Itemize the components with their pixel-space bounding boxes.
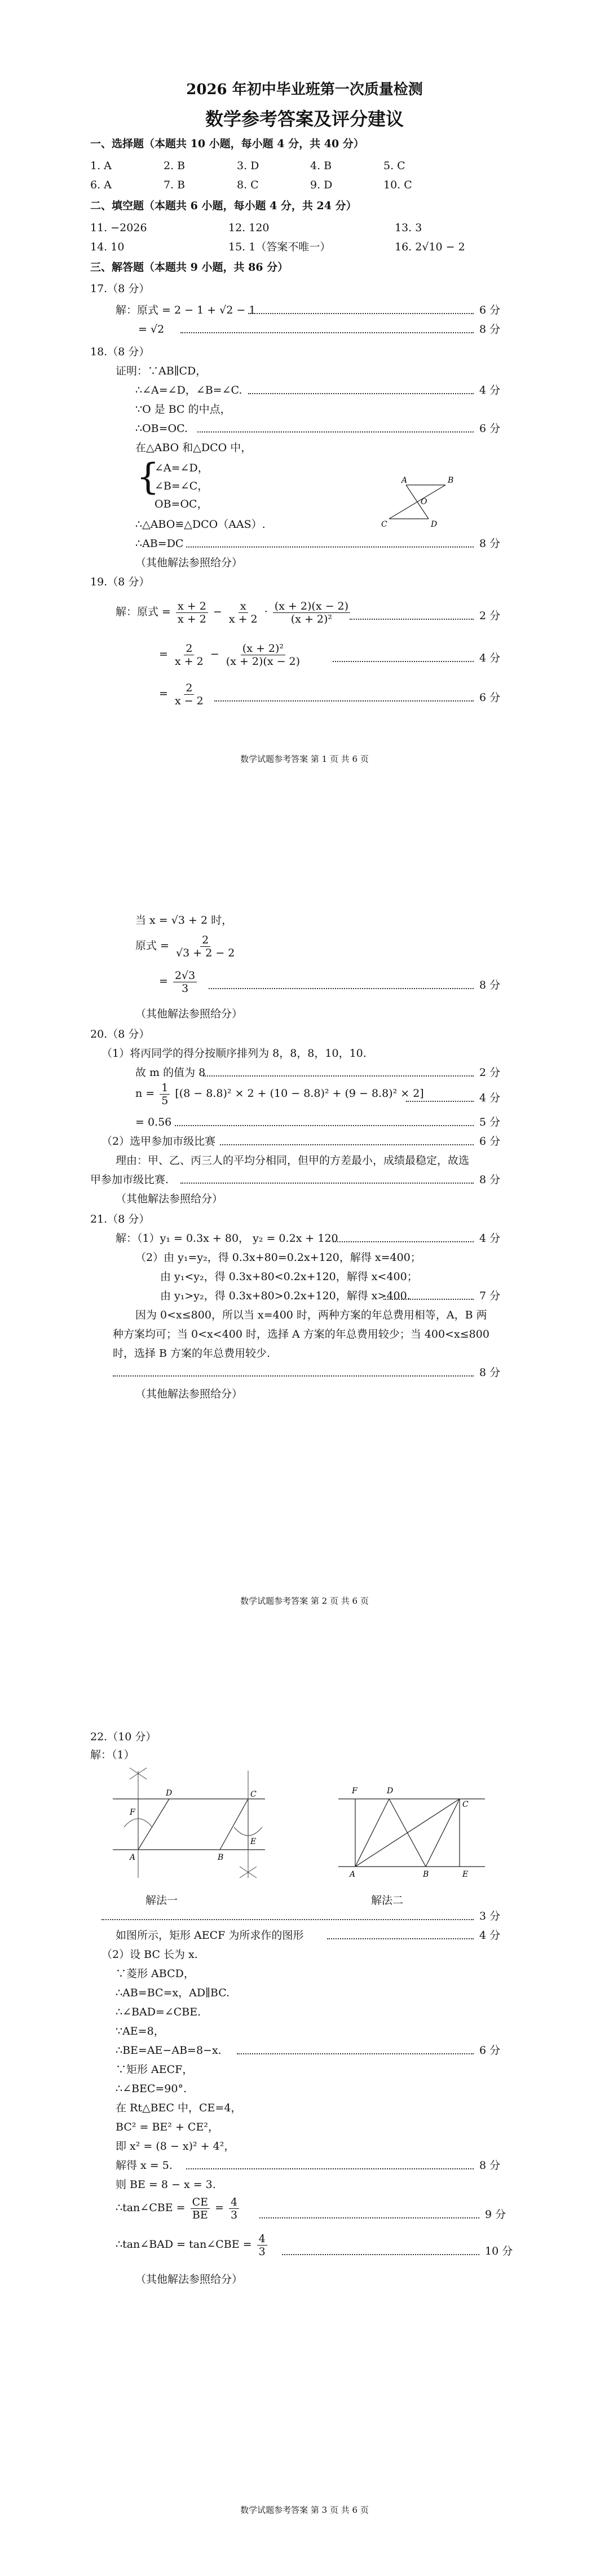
dots [333, 661, 474, 662]
point-label-a: A [130, 1853, 136, 1862]
q22-figure-method2 [333, 1776, 496, 1884]
score: 7 分 [479, 1290, 501, 1302]
score: 6 分 [479, 691, 501, 704]
answer-14: 14. 10 [90, 241, 125, 253]
fraction [257, 2233, 267, 2258]
dots [214, 700, 474, 702]
dots [248, 313, 474, 314]
minus-sign: − [213, 606, 222, 618]
q20-label: 20.（8 分） [90, 1028, 150, 1040]
answer-9: 9. D [310, 179, 333, 191]
q22-line9: ∴∠BEC=90°. [116, 2083, 187, 2095]
q22-line5: ∴∠BAD=∠CBE. [116, 2006, 201, 2018]
caption-method2: 解法二 [371, 1894, 404, 1907]
q19-line4 [135, 932, 238, 960]
q19-line3 [159, 680, 207, 708]
q20-line3 [135, 1079, 424, 1108]
dots [406, 1101, 474, 1102]
exam-title: 2026 年初中毕业班第一次质量检测 [186, 81, 423, 98]
dots [350, 619, 474, 620]
fraction [176, 600, 208, 625]
section-heading-choice: 一、选择题（本题共 10 小题，每小题 4 分，共 40 分） [90, 138, 364, 150]
q22-line2: （2）设 BC 长为 x. [102, 1948, 198, 1961]
denominator: (x + 2)(x − 2) [226, 655, 301, 668]
score: 8 分 [479, 1366, 501, 1379]
score: 10 分 [485, 2245, 513, 2257]
q22-line11: BC² = BE² + CE²， [116, 2121, 219, 2133]
times-sign: · [264, 606, 268, 618]
q20-n-pre: n = [135, 1087, 155, 1100]
q17-line2: = √2 [138, 323, 165, 336]
score: 6 分 [479, 304, 501, 316]
point-label-o: O [421, 497, 427, 506]
denominator: (x + 2)² [290, 612, 333, 625]
q19-line2 [159, 640, 303, 668]
equals-sign: = [159, 687, 168, 700]
numerator: 2√3 [173, 969, 197, 982]
answer-13: 13. 3 [395, 222, 422, 234]
dots [237, 2053, 474, 2054]
point-label-d: D [166, 1789, 173, 1798]
fraction [160, 1082, 170, 1107]
fraction [191, 2196, 210, 2221]
q19-line1 [116, 598, 352, 626]
dots [248, 393, 474, 394]
q22-figure-method1 [107, 1765, 276, 1889]
q18-line1: 证明：∵AB∥CD， [116, 365, 207, 377]
denominator: x + 2 [178, 612, 206, 625]
numerator: (x + 2)² [241, 642, 285, 655]
q19-when: 当 x = √3 + 2 时， [135, 914, 233, 927]
equals-sign: = [159, 975, 168, 987]
numerator: 2 [184, 682, 194, 695]
point-label-e: E [462, 1870, 469, 1879]
answer-11: 11. −2026 [90, 222, 147, 234]
point-label-f: F [352, 1787, 358, 1796]
point-label-e: E [250, 1837, 257, 1846]
numerator: 2 [200, 934, 210, 947]
dots [259, 2217, 479, 2218]
dots [383, 1299, 474, 1300]
dots [186, 546, 474, 548]
q18-line7: ∴AB=DC [135, 537, 184, 550]
answer-7: 7. B [164, 179, 186, 191]
q20-n-post: [(8 − 8.8)² × 2 + (10 − 8.8)² + (9 − 8.8)² × 2] [175, 1087, 424, 1100]
answer-5: 5. C [383, 160, 405, 172]
q17-label: 17.（8 分） [90, 283, 150, 295]
fraction [174, 934, 236, 959]
q21-line7: 时，选择 B 方案的年总费用较少. [113, 1347, 271, 1360]
q22-line16 [116, 2230, 269, 2259]
q18-line5: 在△ABO 和△DCO 中， [135, 442, 252, 454]
q18-line2: ∴∠A=∠D，∠B=∠C. [135, 384, 242, 396]
dots [102, 1919, 474, 1920]
denominator: √3 + 2 − 2 [176, 946, 235, 959]
numerator: 2 [184, 642, 194, 655]
q18-cond3: OB=OC， [155, 498, 208, 510]
q21-line4: 由 y₁>y₂，得 0.3x+80>0.2x+120，解得 x>400. [160, 1290, 411, 1302]
point-label-c: C [462, 1800, 469, 1809]
fraction [273, 600, 350, 625]
equals-sign: = [159, 648, 168, 660]
score: 8 分 [479, 323, 501, 336]
q19-label: 19.（8 分） [90, 576, 150, 588]
score: 6 分 [479, 422, 501, 435]
point-label-c: C [381, 520, 387, 529]
answer-10: 10. C [383, 179, 412, 191]
q22-line3: ∵菱形 ABCD， [116, 1968, 195, 1980]
equals-sign: = [215, 2202, 224, 2214]
point-label-d: D [387, 1787, 394, 1796]
q21-line1: 解：（1）y₁ = 0.3x + 80， y₂ = 0.2x + 120 [116, 1232, 338, 1245]
denominator: x − 2 [174, 694, 204, 707]
score: 6 分 [479, 2044, 501, 2057]
numerator: (x + 2)(x − 2) [273, 600, 350, 613]
denominator: 3 [182, 982, 189, 995]
q22-line10: 在 Rt△BEC 中，CE=4， [116, 2102, 242, 2114]
score: 8 分 [479, 1174, 501, 1186]
score: 6 分 [479, 1135, 501, 1148]
dots [203, 1075, 474, 1077]
fraction [224, 642, 302, 668]
answer-8: 8. C [237, 179, 259, 191]
q19-orig: 原式 = [135, 939, 169, 952]
left-brace: { [136, 456, 160, 498]
q19-pre: 解：原式 = [116, 606, 171, 618]
dots [186, 2168, 474, 2169]
denominator: 3 [231, 2208, 238, 2221]
numerator: x [239, 600, 248, 613]
score: 8 分 [479, 979, 501, 991]
q22-line4: ∴AB=BC=x，AD∥BC. [116, 1987, 230, 1999]
score: 4 分 [479, 384, 501, 396]
point-label-b: B [218, 1853, 224, 1862]
dots [327, 1938, 474, 1939]
q20-line1: （1）将丙同学的得分按顺序排列为 8，8，8，10，10. [102, 1047, 367, 1060]
q22-line0: 解：（1） [90, 1749, 135, 1761]
dots [220, 1144, 474, 1145]
answer-1: 1. A [90, 160, 112, 172]
page-footer: 数学试题参考答案 第 3 页 共 6 页 [240, 2505, 369, 2515]
q22-line12: 即 x² = (8 − x)² + 4²， [116, 2140, 235, 2152]
dots [209, 988, 474, 989]
answer-6: 6. A [90, 179, 112, 191]
numerator: 4 [257, 2233, 267, 2246]
dots [180, 1183, 474, 1184]
dots [180, 332, 474, 333]
denominator: BE [192, 2208, 208, 2221]
score: 4 分 [479, 1232, 501, 1245]
denominator: x + 2 [228, 612, 258, 625]
q20-line5: （2）选甲参加市级比赛 [102, 1135, 216, 1148]
q22-line8: ∵矩形 AECF， [116, 2063, 193, 2076]
answer-3: 3. D [237, 160, 259, 172]
q18-figure [372, 468, 462, 536]
q19-line5 [159, 967, 198, 995]
point-label-b: B [448, 476, 454, 485]
q21-line3: 由 y₁<y₂，得 0.3x+80<0.2x+120，解得 x<400； [160, 1271, 418, 1283]
denominator: 3 [258, 2245, 266, 2258]
fraction [173, 642, 205, 668]
q22-line14: 则 BE = 8 − x = 3. [116, 2178, 216, 2191]
fraction [227, 600, 259, 625]
point-label-a: A [350, 1870, 356, 1879]
numerator: 1 [160, 1082, 170, 1095]
q22-line15 [116, 2194, 241, 2222]
point-label-c: C [250, 1790, 257, 1799]
dots [197, 431, 474, 433]
score: 2 分 [479, 1066, 501, 1079]
q22-tan-pre: ∴tan∠CBE = [116, 2202, 186, 2214]
q22-line7: ∴BE=AE−AB=8−x. [116, 2044, 222, 2057]
point-label-d: D [431, 520, 438, 529]
numerator: 4 [229, 2196, 239, 2209]
dots [333, 1241, 474, 1242]
q21-line2: （2）由 y₁=y₂，得 0.3x+80=0.2x+120，解得 x=400； [135, 1251, 421, 1264]
document-title: 数学参考答案及评分建议 [205, 108, 404, 130]
q22-line1: 如图所示，矩形 AECF 为所求作的图形 [116, 1929, 304, 1942]
q18-cond1: ∠A=∠D， [155, 462, 209, 474]
minus-sign: − [210, 648, 219, 660]
fraction [173, 969, 197, 995]
q18-line6: ∴△ABO≌△DCO（AAS）. [135, 518, 266, 531]
q20-line7: 甲参加市级比赛. [90, 1174, 169, 1186]
page-footer: 数学试题参考答案 第 1 页 共 6 页 [240, 754, 369, 764]
numerator: CE [191, 2196, 210, 2209]
q19-note: （其他解法参照给分） [135, 1008, 243, 1020]
dots [175, 1125, 474, 1126]
q22-tan-final-pre: ∴tan∠BAD = tan∠CBE = [116, 2238, 252, 2251]
q21-line6: 种方案均可；当 0<x<400 时，选择 A 方案的年总费用较少；当 400<x≤800 [113, 1328, 489, 1340]
answer-2: 2. B [164, 160, 186, 172]
q18-line3: ∵O 是 BC 的中点， [135, 403, 231, 416]
q18-line4: ∴OB=OC. [135, 422, 188, 435]
caption-method1: 解法一 [145, 1894, 178, 1907]
q20-note: （其他解法参照给分） [116, 1193, 223, 1205]
q22-line6: ∵AE=8， [116, 2025, 165, 2037]
score: 4 分 [479, 1929, 501, 1942]
q21-line5: 因为 0<x≤800，所以当 x=400 时，两种方案的年总费用相等，A，B 两 [135, 1309, 487, 1321]
q22-line13: 解得 x = 5. [116, 2159, 173, 2172]
q18-note: （其他解法参照给分） [135, 557, 243, 569]
score: 8 分 [479, 537, 501, 550]
answer-4: 4. B [310, 160, 332, 172]
page-footer: 数学试题参考答案 第 2 页 共 6 页 [240, 1596, 369, 1606]
score: 5 分 [479, 1116, 501, 1128]
score: 4 分 [479, 1092, 501, 1104]
q20-line4: = 0.56 [135, 1116, 172, 1128]
point-label-b: B [423, 1870, 429, 1879]
denominator: 5 [161, 1094, 169, 1107]
score: 4 分 [479, 652, 501, 664]
point-label-f: F [130, 1808, 135, 1817]
q21-note: （其他解法参照给分） [135, 1388, 243, 1400]
score: 9 分 [485, 2208, 506, 2221]
q20-line6: 理由：甲、乙、丙三人的平均分相同，但甲的方差最小，成绩最稳定，故选 [116, 1154, 470, 1167]
q17-line1: 解：原式 = 2 − 1 + √2 − 1 [116, 304, 256, 316]
fraction [173, 682, 205, 707]
answer-12: 12. 120 [228, 222, 270, 234]
score: 3 分 [479, 1910, 501, 1922]
score: 8 分 [479, 2159, 501, 2172]
q21-label: 21.（8 分） [90, 1213, 150, 1225]
fraction [229, 2196, 239, 2221]
dots [113, 1375, 474, 1377]
numerator: x + 2 [176, 600, 208, 613]
q20-line2: 故 m 的值为 8 [135, 1066, 206, 1079]
answer-15: 15. 1（答案不唯一） [228, 241, 331, 253]
section-heading-solve: 三、解答题（本题共 9 小题，共 86 分） [90, 261, 289, 274]
point-label-a: A [401, 476, 408, 485]
q22-note: （其他解法参照给分） [135, 2273, 243, 2286]
denominator: x + 2 [174, 655, 204, 668]
score: 2 分 [479, 610, 501, 622]
q18-cond2: ∠B=∠C， [155, 480, 209, 492]
dots [282, 2254, 479, 2255]
q22-label: 22.（10 分） [90, 1731, 157, 1743]
answer-16: 16. 2√10 − 2 [395, 241, 465, 253]
section-heading-fill: 二、填空题（本题共 6 小题，每小题 4 分，共 24 分） [90, 200, 357, 212]
q18-label: 18.（8 分） [90, 346, 150, 358]
